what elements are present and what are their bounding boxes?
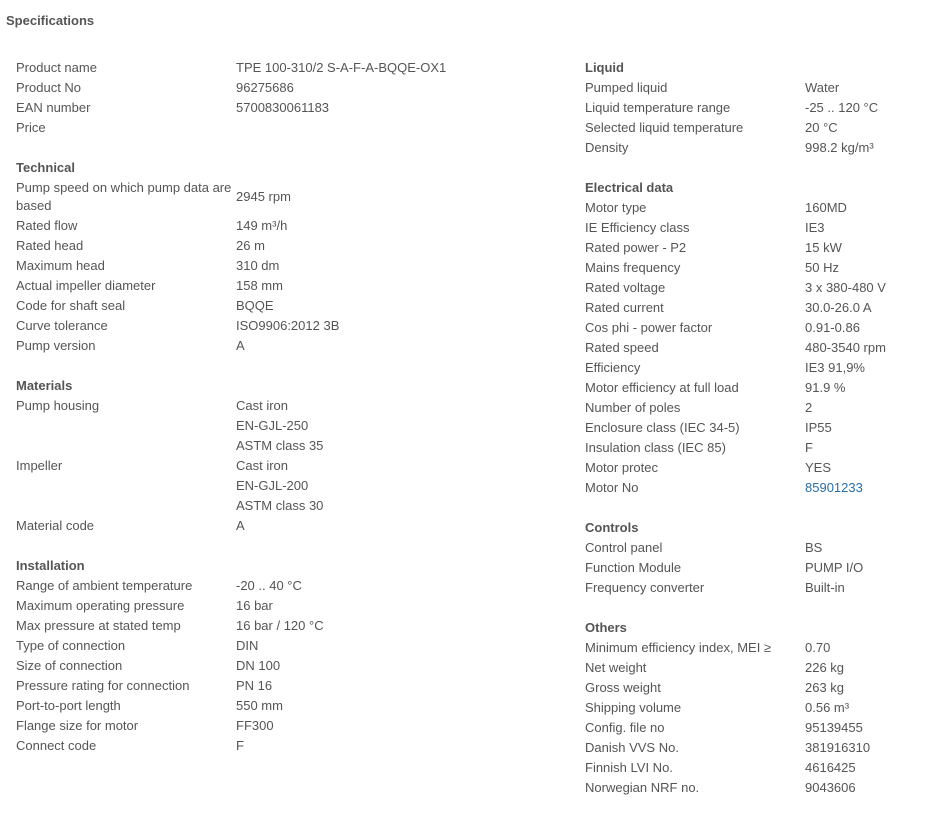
spec-values bbox=[805, 778, 925, 798]
spec-values bbox=[236, 676, 568, 696]
spec-value: 30.0-26.0 A bbox=[805, 300, 872, 315]
spec-row-port-to-port-length bbox=[16, 696, 568, 716]
spec-values bbox=[805, 298, 925, 318]
spec-value: EN-GJL-250 bbox=[236, 418, 309, 433]
spec-label: Motor protec bbox=[585, 460, 658, 475]
spec-label: Pump housing bbox=[16, 398, 100, 413]
spec-row-frequency-converter bbox=[585, 578, 925, 598]
spec-values bbox=[236, 78, 568, 98]
spec-value: 998.2 kg/m³ bbox=[805, 140, 874, 155]
right-spec-column bbox=[585, 58, 925, 818]
spec-value: PN 16 bbox=[236, 678, 273, 693]
spec-value: 96275686 bbox=[236, 80, 294, 95]
spec-label: Gross weight bbox=[585, 680, 661, 695]
technical-section bbox=[16, 158, 568, 356]
spec-value: 310 dm bbox=[236, 258, 280, 273]
spec-values bbox=[805, 278, 925, 298]
spec-row-product-name bbox=[16, 58, 568, 78]
spec-label: Minimum efficiency index, MEI ≥ bbox=[585, 640, 772, 655]
spec-label: Density bbox=[585, 140, 629, 155]
spec-value bbox=[236, 118, 568, 138]
spec-value: 0.56 m³ bbox=[805, 700, 850, 715]
spec-label: Pump version bbox=[16, 338, 96, 353]
spec-label: Pressure rating for connection bbox=[16, 678, 190, 693]
spec-values bbox=[236, 296, 568, 316]
spec-row-shipping-volume bbox=[585, 698, 925, 718]
spec-value: ASTM class 30 bbox=[236, 498, 324, 513]
spec-value: 4616425 bbox=[805, 760, 856, 775]
spec-values bbox=[236, 656, 568, 676]
spec-row-mains-frequency bbox=[585, 258, 925, 278]
spec-value: Built-in bbox=[805, 580, 845, 595]
spec-value: F bbox=[236, 738, 244, 753]
spec-label: Number of poles bbox=[585, 400, 681, 415]
spec-label: Cos phi - power factor bbox=[585, 320, 713, 335]
spec-label: Maximum operating pressure bbox=[16, 598, 185, 613]
spec-row-motor-efficiency-at-full-load bbox=[585, 378, 925, 398]
spec-values bbox=[236, 118, 568, 138]
spec-values bbox=[236, 276, 568, 296]
spec-values bbox=[236, 456, 568, 516]
spec-values bbox=[236, 236, 568, 256]
spec-value: 26 m bbox=[236, 238, 265, 253]
spec-label: Rated flow bbox=[16, 218, 78, 233]
spec-value: ASTM class 35 bbox=[236, 438, 324, 453]
spec-values bbox=[236, 516, 568, 536]
spec-label: Selected liquid temperature bbox=[585, 120, 744, 135]
spec-values bbox=[236, 98, 568, 118]
spec-label: Pump speed on which pump data are based bbox=[16, 180, 232, 213]
spec-values bbox=[805, 238, 925, 258]
spec-label: Mains frequency bbox=[585, 260, 681, 275]
spec-values bbox=[805, 98, 925, 118]
section-title: Technical bbox=[16, 160, 76, 175]
others-section bbox=[585, 618, 925, 798]
spec-value: F bbox=[805, 440, 813, 455]
spec-value: 15 kW bbox=[805, 240, 842, 255]
spec-values bbox=[805, 218, 925, 238]
spec-value: 226 kg bbox=[805, 660, 845, 675]
spec-value: ISO9906:2012 3B bbox=[236, 318, 340, 333]
spec-value: 5700830061183 bbox=[236, 100, 330, 115]
spec-values bbox=[805, 398, 925, 418]
spec-label: Curve tolerance bbox=[16, 318, 108, 333]
spec-values bbox=[236, 716, 568, 736]
spec-values bbox=[236, 396, 568, 456]
spec-label: Config. file no bbox=[585, 720, 665, 735]
spec-value: 50 Hz bbox=[805, 260, 839, 275]
spec-values bbox=[805, 438, 925, 458]
spec-label: EAN number bbox=[16, 100, 91, 115]
spec-value: 381916310 bbox=[805, 740, 871, 755]
spec-label: Size of connection bbox=[16, 658, 123, 673]
spec-values bbox=[236, 596, 568, 616]
spec-row-product-no bbox=[16, 78, 568, 98]
spec-row-code-for-shaft-seal bbox=[16, 296, 568, 316]
spec-row-pump-housing bbox=[16, 396, 568, 456]
spec-row-minimum-efficiency-index-mei bbox=[585, 638, 925, 658]
spec-values bbox=[805, 258, 925, 278]
spec-row-function-module bbox=[585, 558, 925, 578]
spec-row-pumped-liquid bbox=[585, 78, 925, 98]
spec-value: 480-3540 rpm bbox=[805, 340, 886, 355]
spec-value: DN 100 bbox=[236, 658, 281, 673]
page-title: Specifications bbox=[6, 13, 95, 28]
spec-values bbox=[805, 378, 925, 398]
spec-value: 0.91-0.86 bbox=[805, 320, 860, 335]
spec-label: Function Module bbox=[585, 560, 682, 575]
spec-values bbox=[805, 118, 925, 138]
spec-values bbox=[236, 316, 568, 336]
spec-label: Motor efficiency at full load bbox=[585, 380, 739, 395]
spec-row-rated-speed bbox=[585, 338, 925, 358]
spec-label: Rated power - P2 bbox=[585, 240, 687, 255]
spec-label: Flange size for motor bbox=[16, 718, 139, 733]
spec-row-liquid-temperature-range bbox=[585, 98, 925, 118]
spec-label: Norwegian NRF no. bbox=[585, 780, 700, 795]
section-title: Materials bbox=[16, 378, 73, 393]
spec-value: 149 m³/h bbox=[236, 218, 288, 233]
spec-label: Port-to-port length bbox=[16, 698, 121, 713]
spec-value: 16 bar bbox=[236, 598, 273, 613]
spec-value: PUMP I/O bbox=[805, 560, 864, 575]
spec-row-finnish-lvi-no bbox=[585, 758, 925, 778]
spec-label: Price bbox=[16, 120, 46, 135]
spec-values bbox=[236, 178, 568, 216]
spec-label: Impeller bbox=[16, 458, 63, 473]
spec-label: Motor No bbox=[585, 480, 639, 495]
spec-row-maximum-operating-pressure bbox=[16, 596, 568, 616]
spec-row-pressure-rating-for-connection bbox=[16, 676, 568, 696]
spec-label: Danish VVS No. bbox=[585, 740, 679, 755]
spec-values bbox=[236, 736, 568, 756]
spec-row-range-of-ambient-temperature bbox=[16, 576, 568, 596]
spec-row-gross-weight bbox=[585, 678, 925, 698]
spec-value: TPE 100-310/2 S-A-F-A-BQQE-OX1 bbox=[236, 60, 447, 75]
spec-values bbox=[236, 58, 568, 78]
spec-row-selected-liquid-temperature bbox=[585, 118, 925, 138]
spec-value: 3 x 380-480 V bbox=[805, 280, 886, 295]
spec-values bbox=[805, 358, 925, 378]
spec-label: Frequency converter bbox=[585, 580, 705, 595]
spec-row-rated-flow bbox=[16, 216, 568, 236]
spec-label: Net weight bbox=[585, 660, 647, 675]
spec-value: BQQE bbox=[236, 298, 274, 313]
spec-row-rated-power-p2 bbox=[585, 238, 925, 258]
spec-value: BS bbox=[805, 540, 823, 555]
spec-values bbox=[236, 576, 568, 596]
spec-values bbox=[805, 758, 925, 778]
spec-row-motor-protec bbox=[585, 458, 925, 478]
spec-row-density bbox=[585, 138, 925, 158]
spec-values bbox=[805, 458, 925, 478]
spec-row-curve-tolerance bbox=[16, 316, 568, 336]
spec-value: IE3 91,9% bbox=[805, 360, 865, 375]
spec-value: 263 kg bbox=[805, 680, 845, 695]
spec-row-size-of-connection bbox=[16, 656, 568, 676]
spec-value: 158 mm bbox=[236, 278, 283, 293]
spec-label: Efficiency bbox=[585, 360, 641, 375]
spec-values bbox=[805, 318, 925, 338]
spec-label: Enclosure class (IEC 34-5) bbox=[585, 420, 740, 435]
spec-row-flange-size-for-motor bbox=[16, 716, 568, 736]
spec-row-config-file-no bbox=[585, 718, 925, 738]
spec-values bbox=[805, 698, 925, 718]
spec-label: Material code bbox=[16, 518, 95, 533]
spec-row-pump-version bbox=[16, 336, 568, 356]
spec-row-rated-current bbox=[585, 298, 925, 318]
spec-value: -25 .. 120 °C bbox=[805, 100, 879, 115]
spec-label: Code for shaft seal bbox=[16, 298, 126, 313]
spec-values bbox=[805, 578, 925, 598]
spec-value-link[interactable]: 85901233 bbox=[805, 480, 863, 495]
spec-values bbox=[805, 138, 925, 158]
electrical-data-section bbox=[585, 178, 925, 498]
spec-label: Type of connection bbox=[16, 638, 126, 653]
spec-value: 20 °C bbox=[805, 120, 838, 135]
spec-row-number-of-poles bbox=[585, 398, 925, 418]
spec-label: Motor type bbox=[585, 200, 647, 215]
spec-label: Finnish LVI No. bbox=[585, 760, 673, 775]
spec-row-rated-voltage bbox=[585, 278, 925, 298]
spec-label: Shipping volume bbox=[585, 700, 682, 715]
spec-row-danish-vvs-no bbox=[585, 738, 925, 758]
spec-values bbox=[805, 738, 925, 758]
spec-values bbox=[805, 538, 925, 558]
spec-row-norwegian-nrf-no bbox=[585, 778, 925, 798]
spec-row-rated-head bbox=[16, 236, 568, 256]
spec-value: Cast iron bbox=[236, 398, 289, 413]
spec-values bbox=[805, 198, 925, 218]
spec-value: 2 bbox=[805, 400, 813, 415]
spec-row-ie-efficiency-class bbox=[585, 218, 925, 238]
controls-section bbox=[585, 518, 925, 598]
spec-label: Max pressure at stated temp bbox=[16, 618, 181, 633]
spec-label: Liquid temperature range bbox=[585, 100, 731, 115]
spec-value: Water bbox=[805, 80, 840, 95]
spec-value: A bbox=[236, 518, 245, 533]
spec-values bbox=[236, 256, 568, 276]
spec-label: Product name bbox=[16, 60, 97, 75]
spec-value: 9043606 bbox=[805, 780, 856, 795]
section-title: Others bbox=[585, 620, 627, 635]
spec-row-cos-phi-power-factor bbox=[585, 318, 925, 338]
section-title: Electrical data bbox=[585, 180, 674, 195]
spec-value: A bbox=[236, 338, 245, 353]
materials-section bbox=[16, 376, 568, 536]
spec-row-control-panel bbox=[585, 538, 925, 558]
spec-value: DIN bbox=[236, 638, 259, 653]
spec-values bbox=[236, 636, 568, 656]
spec-row-connect-code bbox=[16, 736, 568, 756]
section-title: Liquid bbox=[585, 60, 624, 75]
spec-label: Range of ambient temperature bbox=[16, 578, 193, 593]
spec-value: 16 bar / 120 °C bbox=[236, 618, 324, 633]
spec-row-type-of-connection bbox=[16, 636, 568, 656]
spec-value: 2945 rpm bbox=[236, 189, 291, 204]
spec-row-pump-speed-on-which-pump-data-are-based bbox=[16, 178, 568, 216]
section-title: Installation bbox=[16, 558, 85, 573]
spec-values bbox=[236, 616, 568, 636]
spec-value: Cast iron bbox=[236, 458, 289, 473]
spec-row-actual-impeller-diameter bbox=[16, 276, 568, 296]
spec-values bbox=[805, 418, 925, 438]
spec-values bbox=[236, 336, 568, 356]
spec-row-efficiency bbox=[585, 358, 925, 378]
spec-row-max-pressure-at-stated-temp bbox=[16, 616, 568, 636]
spec-label: Maximum head bbox=[16, 258, 105, 273]
spec-label: Product No bbox=[16, 80, 82, 95]
spec-values bbox=[236, 216, 568, 236]
liquid-section bbox=[585, 58, 925, 158]
spec-row-impeller bbox=[16, 456, 568, 516]
spec-row-net-weight bbox=[585, 658, 925, 678]
spec-values bbox=[805, 338, 925, 358]
spec-value: -20 .. 40 °C bbox=[236, 578, 302, 593]
spec-value: IP55 bbox=[805, 420, 832, 435]
spec-values bbox=[236, 696, 568, 716]
spec-label: Pumped liquid bbox=[585, 80, 668, 95]
spec-value: YES bbox=[805, 460, 832, 475]
spec-values bbox=[805, 478, 925, 498]
spec-label: Connect code bbox=[16, 738, 97, 753]
spec-row-enclosure-class-iec-34-5 bbox=[585, 418, 925, 438]
spec-label: Control panel bbox=[585, 540, 663, 555]
spec-values bbox=[805, 678, 925, 698]
general-section bbox=[16, 58, 568, 138]
spec-label: Rated speed bbox=[585, 340, 659, 355]
left-spec-column bbox=[16, 58, 568, 776]
spec-label: Actual impeller diameter bbox=[16, 278, 156, 293]
spec-value: 550 mm bbox=[236, 698, 283, 713]
section-title: Controls bbox=[585, 520, 639, 535]
installation-section bbox=[16, 556, 568, 756]
spec-values bbox=[805, 718, 925, 738]
spec-value: IE3 bbox=[805, 220, 825, 235]
spec-values bbox=[805, 558, 925, 578]
spec-value: FF300 bbox=[236, 718, 274, 733]
spec-values bbox=[805, 638, 925, 658]
spec-label: Insulation class (IEC 85) bbox=[585, 440, 726, 455]
spec-label: IE Efficiency class bbox=[585, 220, 690, 235]
spec-row-material-code bbox=[16, 516, 568, 536]
spec-row-price bbox=[16, 118, 568, 138]
spec-value: 160MD bbox=[805, 200, 847, 215]
spec-value: 0.70 bbox=[805, 640, 831, 655]
spec-value: 91.9 % bbox=[805, 380, 846, 395]
spec-values bbox=[805, 78, 925, 98]
spec-label: Rated current bbox=[585, 300, 664, 315]
spec-row-insulation-class-iec-85 bbox=[585, 438, 925, 458]
spec-row-maximum-head bbox=[16, 256, 568, 276]
spec-value: EN-GJL-200 bbox=[236, 478, 309, 493]
spec-values bbox=[805, 658, 925, 678]
spec-row-motor-no bbox=[585, 478, 925, 498]
spec-row-ean-number bbox=[16, 98, 568, 118]
spec-label: Rated voltage bbox=[585, 280, 666, 295]
spec-value: 95139455 bbox=[805, 720, 863, 735]
spec-row-motor-type bbox=[585, 198, 925, 218]
spec-label: Rated head bbox=[16, 238, 84, 253]
